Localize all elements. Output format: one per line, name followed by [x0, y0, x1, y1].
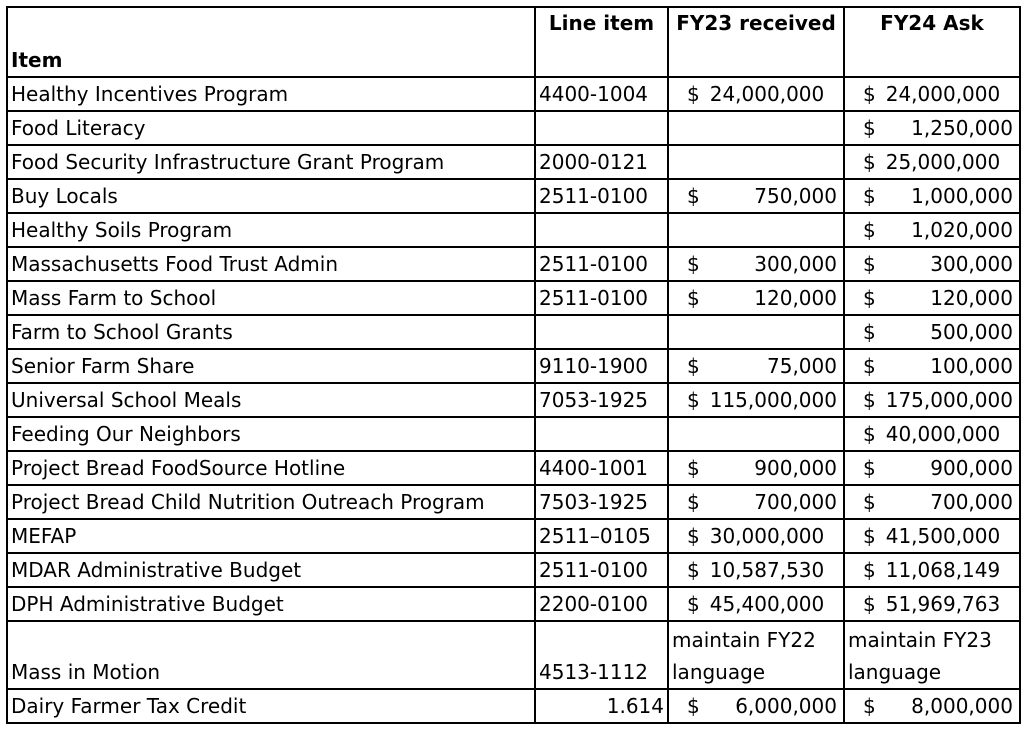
dollar-sign: $	[687, 523, 700, 548]
item-cell: Farm to School Grants	[7, 315, 535, 349]
fy24-cell	[844, 315, 1020, 349]
amount-wrap	[853, 555, 1013, 586]
line-item-cell: 1.614	[535, 689, 668, 723]
fy23-cell	[668, 349, 844, 383]
item-cell: MEFAP	[7, 519, 535, 553]
fy24-cell	[844, 247, 1020, 281]
line-item-cell: 7503-1925	[535, 485, 668, 519]
table-row	[7, 349, 1020, 383]
fy23-cell	[668, 587, 844, 621]
amount-value: 300,000	[754, 251, 837, 276]
fy24-cell	[844, 485, 1020, 519]
table-row	[7, 587, 1020, 621]
dollar-sign: $	[862, 489, 876, 514]
amount-value: 25,000,000	[885, 149, 1001, 174]
line-item-cell	[535, 111, 668, 145]
amount-wrap	[677, 351, 837, 382]
item-cell: Feeding Our Neighbors	[7, 417, 535, 451]
amount-wrap	[853, 283, 1013, 314]
amount-value: 700,000	[930, 489, 1013, 514]
item-cell: Senior Farm Share	[7, 349, 535, 383]
fy23-cell	[668, 451, 844, 485]
amount-wrap	[853, 419, 1013, 450]
amount-value: 10,587,530	[709, 557, 825, 582]
line-item-cell: 2511-0100	[535, 281, 668, 315]
amount-value: 1,000,000	[911, 183, 1013, 208]
fy23-header: FY23 received	[668, 7, 844, 77]
line-item-cell	[535, 315, 668, 349]
line-item-cell: 4400-1001	[535, 451, 668, 485]
amount-value: 120,000	[754, 285, 837, 310]
amount-wrap	[853, 79, 1013, 110]
line-item-cell	[535, 417, 668, 451]
item-cell: Massachusetts Food Trust Admin	[7, 247, 535, 281]
amount-value: 900,000	[930, 455, 1013, 480]
fy24-header: FY24 Ask	[844, 7, 1020, 77]
dollar-sign: $	[687, 285, 700, 310]
amount-wrap	[677, 283, 837, 314]
line-item-header: Line item	[535, 7, 668, 77]
amount-value: 75,000	[767, 353, 837, 378]
header-row	[7, 7, 1020, 77]
dollar-sign: $	[862, 115, 876, 140]
fy23-cell	[668, 417, 844, 451]
item-cell: Buy Locals	[7, 179, 535, 213]
amount-value: 24,000,000	[885, 81, 1001, 106]
table-row	[7, 315, 1020, 349]
dollar-sign: $	[862, 693, 876, 718]
fy23-cell	[668, 77, 844, 111]
fy24-cell	[844, 417, 1020, 451]
table-body	[7, 77, 1020, 723]
amount-value: 500,000	[930, 319, 1013, 344]
amount-value: 1,020,000	[911, 217, 1013, 242]
fy24-cell	[844, 213, 1020, 247]
item-cell: Healthy Soils Program	[7, 213, 535, 247]
dollar-sign: $	[687, 455, 700, 480]
amount-value: 700,000	[754, 489, 837, 514]
amount-wrap	[853, 351, 1013, 382]
amount-value: 30,000,000	[709, 523, 825, 548]
fy23-cell	[668, 247, 844, 281]
fy24-cell	[844, 689, 1020, 723]
table-row	[7, 689, 1020, 723]
amount-wrap	[853, 113, 1013, 144]
table-row	[7, 247, 1020, 281]
dollar-sign: $	[862, 455, 876, 480]
dollar-sign: $	[862, 557, 876, 582]
line-item-cell: 7053-1925	[535, 383, 668, 417]
table-row	[7, 111, 1020, 145]
item-cell: Dairy Farmer Tax Credit	[7, 689, 535, 723]
table-row	[7, 553, 1020, 587]
line-item-cell: 2511-0100	[535, 553, 668, 587]
fy24-cell	[844, 77, 1020, 111]
dollar-sign: $	[862, 523, 876, 548]
table-row	[7, 519, 1020, 553]
amount-wrap	[677, 691, 837, 722]
line-item-cell: 2000-0121	[535, 145, 668, 179]
table-row	[7, 179, 1020, 213]
table-row	[7, 621, 1020, 689]
amount-value: 41,500,000	[885, 523, 1001, 548]
amount-value: 115,000,000	[709, 387, 837, 412]
amount-wrap	[677, 249, 837, 280]
item-cell: Mass in Motion	[7, 621, 535, 689]
item-cell: Food Literacy	[7, 111, 535, 145]
item-cell: Project Bread Child Nutrition Outreach Program	[7, 485, 535, 519]
amount-wrap	[853, 521, 1013, 552]
fy24-cell	[844, 111, 1020, 145]
table-row	[7, 77, 1020, 111]
dollar-sign: $	[687, 353, 700, 378]
amount-wrap	[677, 385, 837, 416]
fy23-cell	[668, 315, 844, 349]
amount-wrap	[677, 589, 837, 620]
line-item-cell: 2511-0100	[535, 179, 668, 213]
amount-value: 24,000,000	[709, 81, 825, 106]
fy24-cell	[844, 145, 1020, 179]
fy23-cell: maintain FY22 language	[668, 621, 844, 689]
dollar-sign: $	[862, 353, 876, 378]
budget-table	[6, 6, 1021, 724]
table-row	[7, 145, 1020, 179]
fy24-cell	[844, 553, 1020, 587]
dollar-sign: $	[862, 149, 876, 174]
fy24-cell	[844, 179, 1020, 213]
amount-wrap	[853, 215, 1013, 246]
amount-value: 6,000,000	[735, 693, 837, 718]
dollar-sign: $	[687, 387, 700, 412]
fy24-cell	[844, 383, 1020, 417]
dollar-sign: $	[687, 81, 700, 106]
amount-wrap	[853, 487, 1013, 518]
item-header: Item	[7, 7, 535, 77]
dollar-sign: $	[862, 217, 876, 242]
amount-wrap	[853, 691, 1013, 722]
dollar-sign: $	[687, 591, 700, 616]
dollar-sign: $	[687, 251, 700, 276]
amount-value: 1,250,000	[911, 115, 1013, 140]
dollar-sign: $	[687, 693, 700, 718]
fy23-cell	[668, 179, 844, 213]
amount-value: 100,000	[930, 353, 1013, 378]
dollar-sign: $	[862, 591, 876, 616]
fy24-cell	[844, 349, 1020, 383]
fy23-cell	[668, 553, 844, 587]
line-item-cell: 2511-0100	[535, 247, 668, 281]
amount-value: 175,000,000	[885, 387, 1013, 412]
fy24-cell	[844, 587, 1020, 621]
amount-wrap	[677, 79, 837, 110]
amount-wrap	[853, 589, 1013, 620]
amount-wrap	[853, 385, 1013, 416]
fy24-cell	[844, 451, 1020, 485]
amount-wrap	[677, 487, 837, 518]
amount-wrap	[677, 555, 837, 586]
dollar-sign: $	[862, 183, 876, 208]
amount-value: 51,969,763	[885, 591, 1001, 616]
amount-value: 40,000,000	[885, 421, 1001, 446]
item-cell: Project Bread FoodSource Hotline	[7, 451, 535, 485]
dollar-sign: $	[687, 183, 700, 208]
item-cell: Universal School Meals	[7, 383, 535, 417]
table-row	[7, 213, 1020, 247]
dollar-sign: $	[862, 319, 876, 344]
item-cell: Mass Farm to School	[7, 281, 535, 315]
fy24-cell	[844, 281, 1020, 315]
fy23-cell	[668, 689, 844, 723]
dollar-sign: $	[862, 251, 876, 276]
amount-value: 300,000	[930, 251, 1013, 276]
dollar-sign: $	[687, 489, 700, 514]
amount-value: 11,068,149	[885, 557, 1001, 582]
table-row	[7, 451, 1020, 485]
amount-value: 8,000,000	[911, 693, 1013, 718]
line-item-cell: 2511–0105	[535, 519, 668, 553]
fy24-cell	[844, 519, 1020, 553]
fy23-cell	[668, 485, 844, 519]
amount-wrap	[677, 453, 837, 484]
line-item-cell: 4513-1112	[535, 621, 668, 689]
fy23-cell	[668, 519, 844, 553]
amount-wrap	[853, 453, 1013, 484]
dollar-sign: $	[862, 81, 876, 106]
line-item-cell: 2200-0100	[535, 587, 668, 621]
item-cell: Food Security Infrastructure Grant Program	[7, 145, 535, 179]
amount-value: 120,000	[930, 285, 1013, 310]
dollar-sign: $	[862, 285, 876, 310]
amount-value: 750,000	[754, 183, 837, 208]
dollar-sign: $	[687, 557, 700, 582]
amount-wrap	[853, 317, 1013, 348]
amount-value: 45,400,000	[709, 591, 825, 616]
table-row	[7, 417, 1020, 451]
amount-wrap	[853, 181, 1013, 212]
fy23-cell	[668, 281, 844, 315]
item-cell: DPH Administrative Budget	[7, 587, 535, 621]
fy23-cell	[668, 111, 844, 145]
table-row	[7, 485, 1020, 519]
amount-wrap	[677, 181, 837, 212]
amount-value: 900,000	[754, 455, 837, 480]
item-cell: MDAR Administrative Budget	[7, 553, 535, 587]
dollar-sign: $	[862, 387, 876, 412]
table-row	[7, 281, 1020, 315]
line-item-cell	[535, 213, 668, 247]
fy23-cell	[668, 383, 844, 417]
table-row	[7, 383, 1020, 417]
fy23-cell	[668, 145, 844, 179]
fy23-cell	[668, 213, 844, 247]
amount-wrap	[853, 147, 1013, 178]
fy24-cell: maintain FY23 language	[844, 621, 1020, 689]
dollar-sign: $	[862, 421, 876, 446]
item-cell: Healthy Incentives Program	[7, 77, 535, 111]
line-item-cell: 4400-1004	[535, 77, 668, 111]
amount-wrap	[853, 249, 1013, 280]
amount-wrap	[677, 521, 837, 552]
line-item-cell: 9110-1900	[535, 349, 668, 383]
